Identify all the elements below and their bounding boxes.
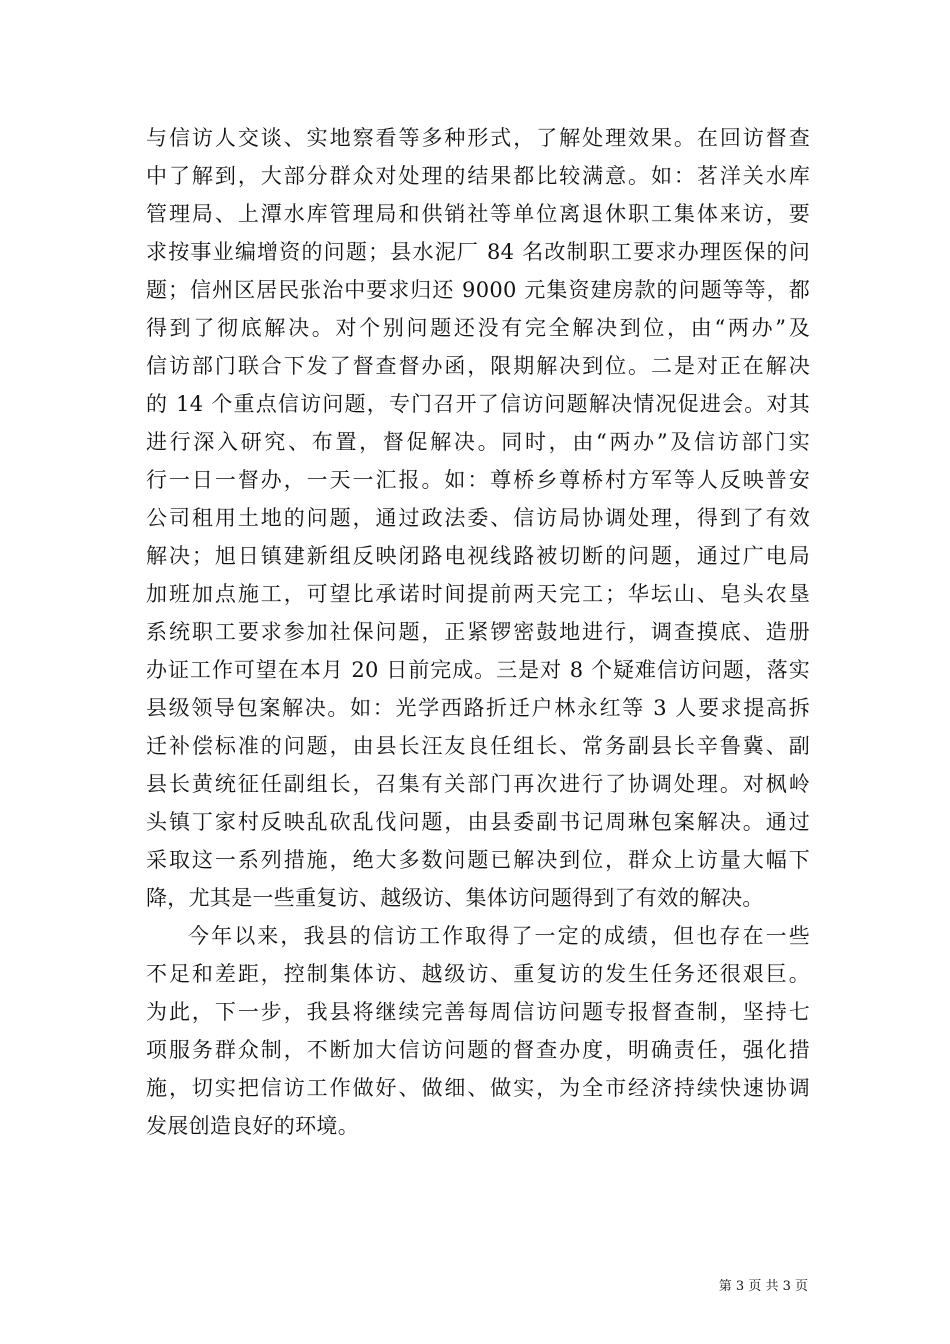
- paragraph-1-line-19: 头镇丁家村反映乱砍乱伐问题，由县委副书记周琳包案解决。通过: [146, 810, 810, 834]
- paragraph-1-line-4: 求按事业编增资的问题；县水泥厂 84 名改制职工要求办理医保的问: [146, 240, 810, 264]
- paragraph-2-line-3: 为此，下一步，我县将继续完善每周信访问题专报督查制，坚持七: [146, 1000, 810, 1024]
- paragraph-1-line-9: 进行深入研究、布置，督促解决。同时，由“两办”及信访部门实: [146, 430, 810, 454]
- paragraph-1-line-5: 题；信州区居民张治中要求归还 9000 元集资建房款的问题等等，都: [146, 278, 810, 302]
- paragraph-2-line-4: 项服务群众制，不断加大信访问题的督查办度，明确责任，强化措: [146, 1038, 810, 1062]
- paragraph-1-line-8: 的 14 个重点信访问题，专门召开了信访问题解决情况促进会。对其: [146, 392, 810, 416]
- paragraph-1-line-11: 公司租用土地的问题，通过政法委、信访局协调处理，得到了有效: [146, 506, 810, 530]
- paragraph-2-line-2: 不足和差距，控制集体访、越级访、重复访的发生任务还很艰巨。: [146, 962, 810, 986]
- paragraph-1-line-17: 迁补偿标准的问题，由县长汪友良任组长、常务副县长辛鲁冀、副: [146, 734, 810, 758]
- page-number: 第 3 页 共 3 页: [718, 1279, 808, 1294]
- paragraph-1-line-6: 得到了彻底解决。对个别问题还没有完全解决到位，由“两办”及: [146, 316, 810, 340]
- paragraph-1-line-21: 降，尤其是一些重复访、越级访、集体访问题得到了有效的解决。: [146, 886, 764, 910]
- paragraph-1-line-20: 采取这一系列措施，绝大多数问题已解决到位，群众上访量大幅下: [146, 848, 810, 872]
- paragraph-1-line-13: 加班加点施工，可望比承诺时间提前两天完工；华坛山、皂头农垦: [146, 582, 810, 606]
- paragraph-2-line-1: 今年以来，我县的信访工作取得了一定的成绩，但也存在一些: [188, 924, 810, 948]
- paragraph-1-line-2: 中了解到，大部分群众对处理的结果都比较满意。如：茗洋关水库: [146, 164, 810, 188]
- paragraph-1-line-12: 解决；旭日镇建新组反映闭路电视线路被切断的问题，通过广电局: [146, 544, 810, 568]
- paragraph-1-line-10: 行一日一督办，一天一汇报。如：尊桥乡尊桥村方军等人反映普安: [146, 468, 810, 492]
- paragraph-2-line-5: 施，切实把信访工作做好、做细、做实，为全市经济持续快速协调: [146, 1076, 810, 1100]
- paragraph-1-line-3: 管理局、上潭水库管理局和供销社等单位离退休职工集体来访，要: [146, 202, 810, 226]
- paragraph-1-line-7: 信访部门联合下发了督查督办函，限期解决到位。二是对正在解决: [146, 354, 810, 378]
- paragraph-1-line-18: 县长黄统征任副组长，召集有关部门再次进行了协调处理。对枫岭: [146, 772, 810, 796]
- paragraph-1-line-16: 县级领导包案解决。如：光学西路折迁户林永红等 3 人要求提高拆: [146, 696, 810, 720]
- paragraph-2-line-6: 发展创造良好的环境。: [146, 1114, 359, 1138]
- paragraph-1-line-14: 系统职工要求参加社保问题，正紧锣密鼓地进行，调查摸底、造册: [146, 620, 810, 644]
- paragraph-1-line-1: 与信访人交谈、实地察看等多种形式，了解处理效果。在回访督查: [146, 126, 810, 150]
- paragraph-1-line-15: 办证工作可望在本月 20 日前完成。三是对 8 个疑难信访问题，落实: [146, 658, 810, 682]
